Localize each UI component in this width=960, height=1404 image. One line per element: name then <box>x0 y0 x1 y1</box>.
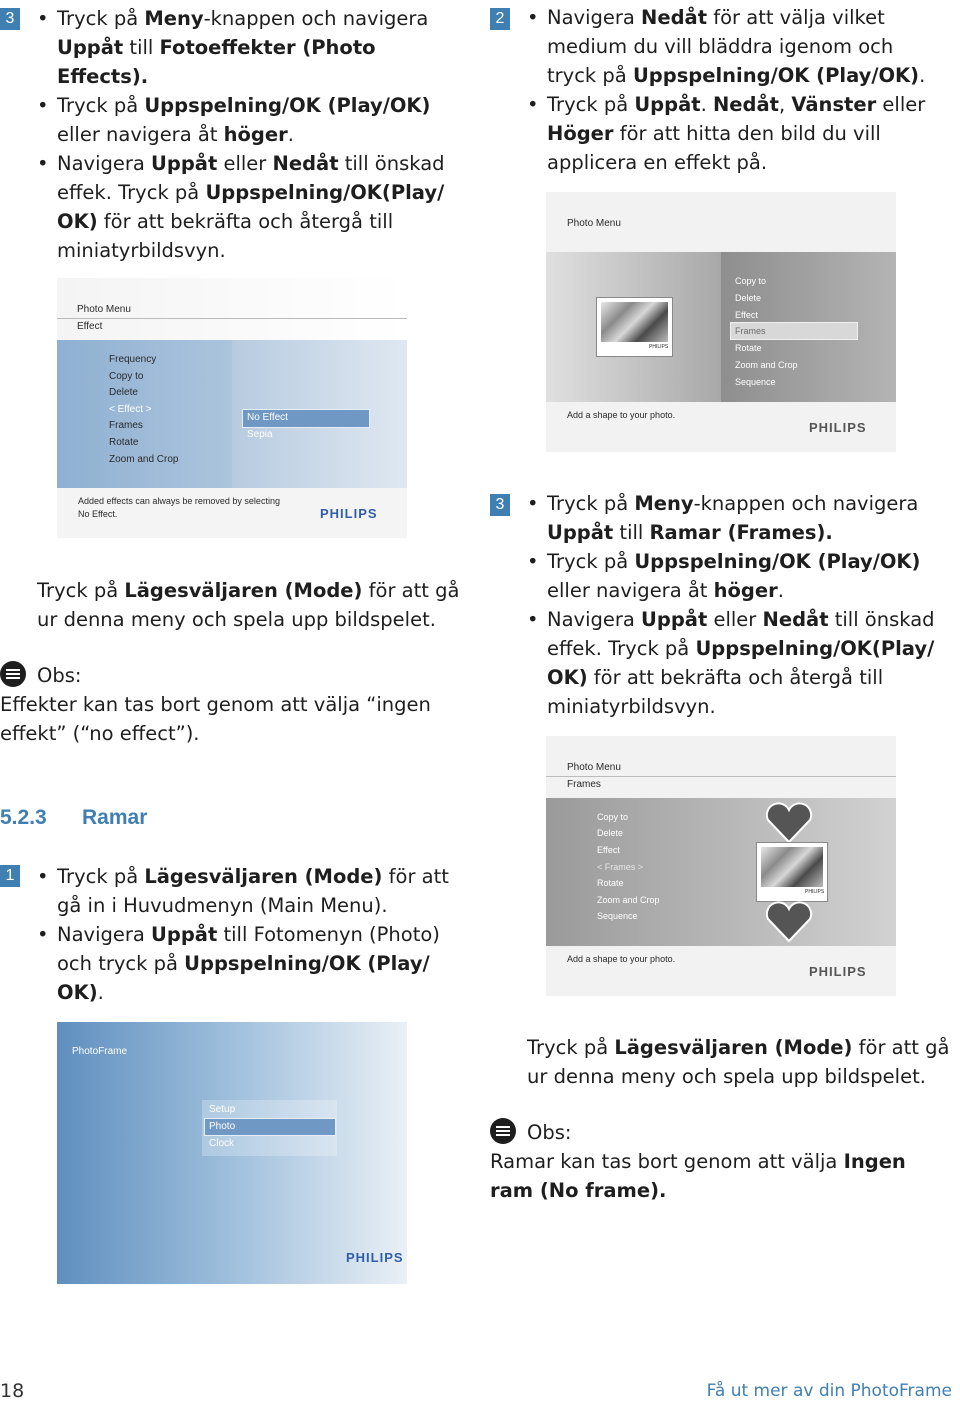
framed-photo-thumbnail[interactable] <box>756 842 828 902</box>
menu-item-clock[interactable]: Clock <box>209 1138 235 1149</box>
menu-item-frames[interactable]: Frames <box>109 420 143 431</box>
note-icon <box>0 661 26 687</box>
list-item: • Tryck på Uppspelning/OK (Play/OK) eller navigera åt höger. <box>37 91 457 149</box>
menu-item-copy-to[interactable]: Copy to <box>109 371 144 382</box>
screen-header-title: Photo Menu <box>77 304 131 315</box>
frames-step1-list <box>37 862 457 1007</box>
page-number: 18 <box>0 1380 25 1402</box>
menu-item-setup[interactable]: Setup <box>209 1104 236 1115</box>
menu-item-frames[interactable]: Frames <box>735 326 766 336</box>
screen-footer-hint-2: No Effect. <box>78 509 118 519</box>
menu-item-rotate[interactable]: Rotate <box>597 878 624 888</box>
effects-step3-list <box>37 4 457 265</box>
heart-frame-icon[interactable] <box>764 802 814 844</box>
list-item: • Navigera Uppåt eller Nedåt till önskad effek. Tryck på Uppspelning/OK(Play/ OK) för att bekräfta och återgå till miniatyrbildsvyn. <box>37 149 457 265</box>
screen-footer-hint-1: Added effects can always be removed by selecting <box>78 496 280 506</box>
menu-item-copy-to[interactable]: Copy to <box>735 276 767 286</box>
menu-item-sequence[interactable]: Sequence <box>735 377 776 387</box>
menu-item-zoom-and-crop[interactable]: Zoom and Crop <box>109 454 179 465</box>
menu-item-zoom-and-crop[interactable]: Zoom and Crop <box>597 895 660 905</box>
step-number-3b: 3 <box>490 494 510 516</box>
list-item: • Tryck på Uppspelning/OK (Play/OK) eller navigera åt höger. <box>527 547 947 605</box>
note-text-left: Effekter kan tas bort genom att välja “ingen effekt” (“no effect”). <box>0 693 431 745</box>
effect-menu-screenshot <box>57 278 407 538</box>
thumbnail-brand: PHILIPS <box>649 344 669 350</box>
divider <box>57 318 407 319</box>
note-text-right: Ramar kan tas bort genom att välja Ingen ram (No frame). <box>490 1150 906 1202</box>
menu-item-copy-to[interactable]: Copy to <box>597 812 629 822</box>
note-label-left: Obs: <box>37 664 82 687</box>
mode-instruction-left: Tryck på Lägesväljaren (Mode) för att gå ur denna meny och spela upp bildspelet. <box>37 579 460 631</box>
menu-item-frequency[interactable]: Frequency <box>109 354 157 365</box>
thumbnail-brand: PHILIPS <box>805 889 825 895</box>
philips-logo: PHILIPS <box>809 420 867 435</box>
screen-title: PhotoFrame <box>72 1046 128 1057</box>
list-item: • Navigera Nedåt för att välja vilket medium du vill bläddra igenom och tryck på Uppspelning/OK (Play/OK). <box>527 3 947 90</box>
list-item: • Tryck på Lägesväljaren (Mode) för att gå in i Huvudmenyn (Main Menu). <box>37 862 457 920</box>
screen-header-subtitle: Effect <box>77 321 103 332</box>
step-number-2: 2 <box>490 8 510 30</box>
menu-item-effect[interactable]: < Effect > <box>109 404 152 415</box>
note-label-right: Obs: <box>527 1121 572 1144</box>
list-item: • Tryck på Meny-knappen och navigera Uppåt till Fotoeffekter (Photo Effects). <box>37 4 457 91</box>
mode-instruction-right: Tryck på Lägesväljaren (Mode) för att gå ur denna meny och spela upp bildspelet. <box>527 1036 950 1088</box>
screen-header-title: Photo Menu <box>567 762 621 773</box>
menu-item-rotate[interactable]: Rotate <box>109 437 139 448</box>
list-item: • Navigera Uppåt till Fotomenyn (Photo) och tryck på Uppspelning/OK (Play/ OK). <box>37 920 457 1007</box>
list-item: • Tryck på Meny-knappen och navigera Uppåt till Ramar (Frames). <box>527 489 947 547</box>
list-item: • Tryck på Uppåt. Nedåt, Vänster eller Höger för att hitta den bild du vill applicera en effekt på. <box>527 90 947 177</box>
divider <box>546 776 896 777</box>
menu-item-rotate[interactable]: Rotate <box>735 343 762 353</box>
option-no-effect[interactable]: No Effect <box>247 412 288 423</box>
heart-frame-icon[interactable] <box>764 901 814 943</box>
step-number-3: 3 <box>0 8 20 30</box>
main-menu-screenshot <box>57 1022 407 1284</box>
screen-footer-hint: Add a shape to your photo. <box>567 410 676 420</box>
menu-item-zoom-and-crop[interactable]: Zoom and Crop <box>735 360 798 370</box>
frames-step3-list <box>527 489 947 721</box>
philips-logo: PHILIPS <box>320 506 378 521</box>
section-title: Ramar <box>82 806 148 829</box>
menu-item-delete[interactable]: Delete <box>597 828 624 838</box>
screen-header-title: Photo Menu <box>567 218 621 229</box>
list-item: • Navigera Uppåt eller Nedåt till önskad effek. Tryck på Uppspelning/OK(Play/ OK) för att bekräfta och återgå till miniatyrbildsvyn. <box>527 605 947 721</box>
photo-thumbnail[interactable] <box>596 297 673 357</box>
frames-menu-screenshot <box>546 736 896 996</box>
philips-logo: PHILIPS <box>809 964 867 979</box>
footer-title: Få ut mer av din PhotoFrame <box>706 1381 952 1401</box>
section-number: 5.2.3 <box>0 806 47 829</box>
screen-header-subtitle: Frames <box>567 779 601 790</box>
step-number-1: 1 <box>0 865 20 887</box>
menu-item-delete[interactable]: Delete <box>735 293 762 303</box>
photo-menu-screenshot <box>546 192 896 452</box>
note-icon <box>490 1118 516 1144</box>
option-sepia[interactable]: Sepia <box>247 429 273 440</box>
menu-item-effect[interactable]: Effect <box>597 845 620 855</box>
menu-item-effect[interactable]: Effect <box>735 310 758 320</box>
menu-item-photo[interactable]: Photo <box>209 1121 236 1132</box>
screen-footer-hint: Add a shape to your photo. <box>567 954 676 964</box>
menu-item-frames[interactable]: < Frames > <box>597 862 644 872</box>
menu-item-sequence[interactable]: Sequence <box>597 911 638 921</box>
philips-logo: PHILIPS <box>346 1250 404 1265</box>
menu-item-delete[interactable]: Delete <box>109 387 138 398</box>
frames-step2-list <box>527 3 947 177</box>
